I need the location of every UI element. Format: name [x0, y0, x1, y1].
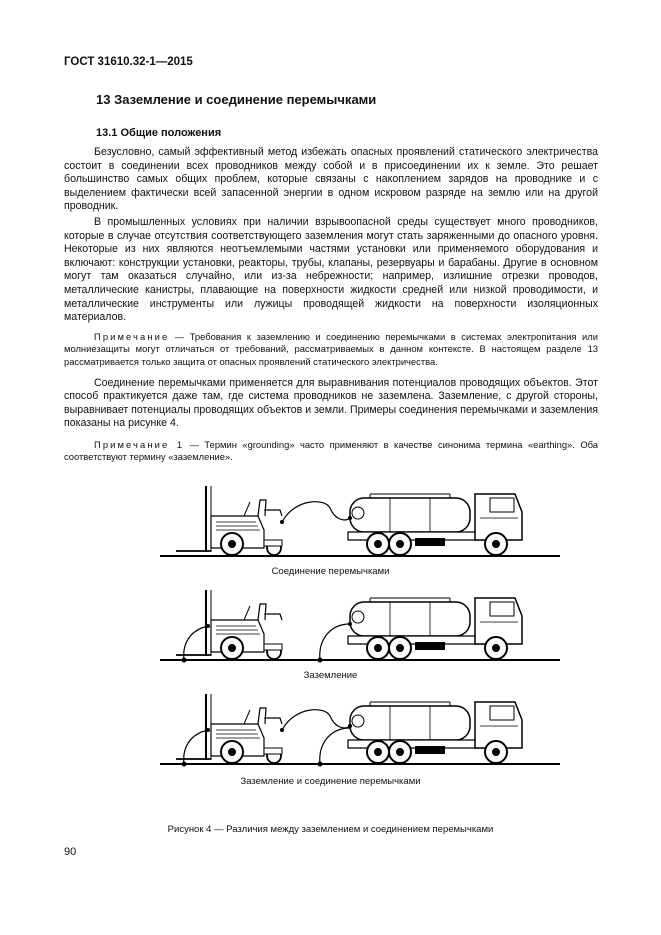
document-id: ГОСТ 31610.32-1—2015 — [64, 56, 193, 68]
figure-label-bonding: Соединение перемычками — [271, 566, 390, 577]
page-number: 90 — [64, 846, 77, 858]
note-1-text: — Требования к заземлению и соединению перемычками в системах электропитания или молниезащиты могут отличаться от требований, рассматриваемых в данном контексте. В настоящем разделе 13 рассматривается только защита от опасных проявлений статического электричества. — [64, 330, 598, 367]
note-1 — [64, 331, 598, 369]
note-2-label: Примечание 1 — [94, 438, 185, 450]
paragraph-3: Соединение перемычками применяется для выравнивания потенциалов проводящих объектов. Этот способ практикуется даже там, где система проводников не заземлена. Заземление, с другой стороны, выравнивает потенциалы проводящих объектов и земли. Примеры соединения перемычками и заземления показаны на рисунке 4. — [64, 376, 598, 430]
note-1-label: Примечание — [94, 330, 170, 342]
figure-bonding-drawing — [160, 478, 560, 562]
figure-label-earthing-and-bonding: Заземление и соединение перемычками — [240, 776, 421, 787]
section-title: 13 Заземление и соединение перемычками — [96, 92, 377, 107]
figure-earthing-drawing — [160, 582, 560, 666]
figure-earthing-bonding-drawing — [160, 686, 560, 770]
figure-label-earthing: Заземление — [303, 670, 358, 681]
figure-caption: Рисунок 4 — Различия между заземлением и соединением перемычками — [167, 824, 494, 835]
paragraph-1: Безусловно, самый эффективный метод избежать опасных проявлений статического электричества состоит в соединении всех проводников между собой и в присоединении их к земле. Это решает большинство самых общих проблем, которые связаны с накоплением зарядов на проводнике и с выделением фактически всей запасенной энергии в одном искровом разряде на землю или на другой проводник. — [64, 146, 598, 213]
note-2-text: — Термин «grounding» часто применяют в качестве синонима термина «earthing». Оба соответствуют термину «заземление». — [64, 438, 598, 463]
note-2 — [64, 439, 598, 464]
body-text — [64, 146, 598, 466]
paragraph-2: В промышленных условиях при наличии взрывоопасной среды существует много проводников, которые в случае отсутствия соответствующего заземления могут стать заряженными до опасного уровня. Некоторые из них являются неотъемлемыми частями установки или применяемого оборудования и включают: конструкции установки, реакторы, трубы, клапаны, резервуары и барабаны. Другие в основном могут там оказаться случайно, или из-за небрежности; например, излишние отрезки проводов, металлические канистры, плавающие на поверхности жидкости средней или низкой проводимости, и металлические инструменты или лужицы проводящей жидкости на поверхности изоляционных материалов. — [64, 215, 598, 324]
subsection-title: 13.1 Общие положения — [96, 127, 222, 139]
